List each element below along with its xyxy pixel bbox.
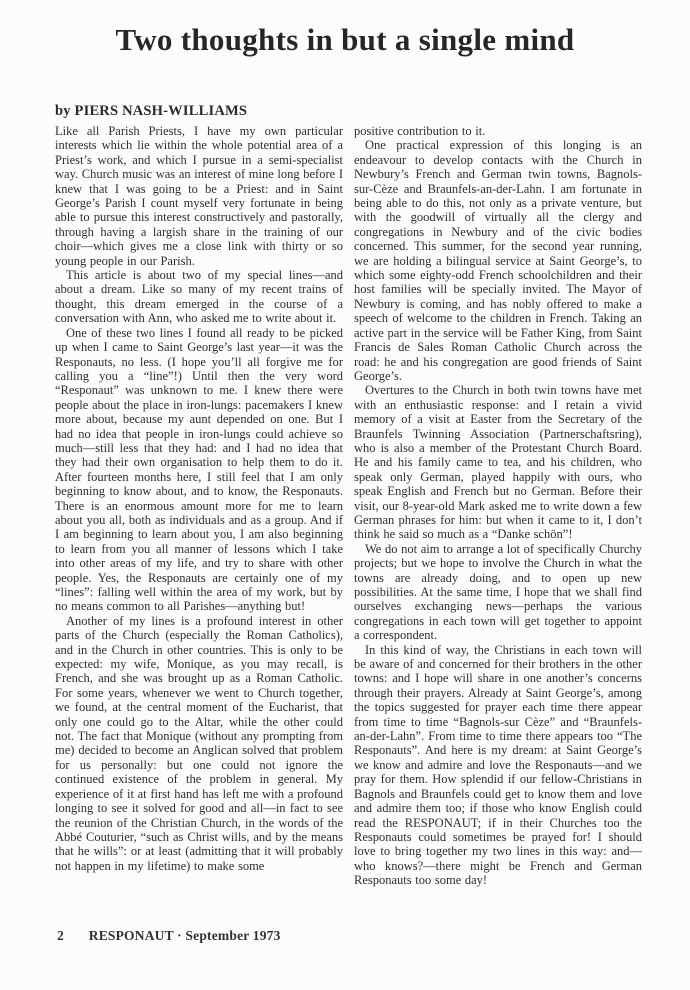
paragraph: In this kind of way, the Christians in each town will be aware of and concerned for their brothers in the other towns: and I hope will share in one another’s concerns through their prayers. Already at Saint George’s, among the topics suggested for prayer each time there appear from time to time “Bagnols-sur Cèze” and “Braunfels-an-der-Lahn”. From time to time there appears too “The Responauts”. And here is my dream: at Saint George’s we know and admire and love the Responauts—and we pray for them. How splendid if our fellow-Christians in Bagnols and Braunfels could get to know them and love and admire them too; if those who know English could read the RESPONAUT; if in their Churches too the Responauts could sometimes be prayed for! I should love to bring together my two lines in this way: and—who knows?—there might be French and German Responauts too some day! [354,642,642,888]
page-footer [57,928,281,944]
paragraph: Another of my lines is a profound interest in other parts of the Church (especially the Roman Catholics), and in the Church in other countries. This is only to be expected: my wife, Monique, as you may recall, is French, and she was brought up as a Roman Catholic. For some years, whenever we went to Church together, we found, at the central moment of the Eucharist, that only one could go to the Altar, while the other could not. The fact that Monique (without any prompting from me) decided to become an Anglican solved that problem for us personally: but one could not ignore the continued existence of the problem in general. My experience of it at first hand has left me with a profound longing to see it solved for good and all—in fact to see the reunion of the Christian Church, in the words of the Abbé Couturier, “such as Christ wills, and by the means that he wills”: or at least (admitting that it will probably not happen in my lifetime) to make some [55,613,343,873]
publication-info: RESPONAUT · September 1973 [88,928,281,943]
paragraph: One of these two lines I found all ready to be picked up when I came to Saint George’s last year—it was the Responauts, no less. (I hope you’ll all forgive me for calling you a “line”!) Until then the very word “Responaut” was unknown to me. I knew there were people about the place in iron-lungs: pacemakers I knew more about, because my aunt depended on one. But I had no idea that people in iron-lungs could achieve so much—still less that they had: and I had no idea that they had their own organisation to help them to do it. After fourteen months here, I still feel that I am only beginning to know about, and to know, the Responauts. There is an enormous amount more for me to learn about you all, both as individuals and as a group. And if I am beginning to learn about you, I am also beginning to learn from you all manner of lessons which I take into other areas of my life, and try to share with other people. Yes, the Responauts are certainly one of my “lines”: falling well within the area of my work, but by no means common to all Parishes—anything but! [55,325,343,614]
paragraph: positive contribution to it. [354,124,486,138]
paragraph: Overtures to the Church in both twin towns have met with an enthusiastic response: and I retain a vivid memory of a visit at Easter from the Secretary of the Braunfels Twinning Association (Partnerschaftsring), who is also a member of the Protestant Church Board. He and his family came to tea, and his children, who speak only German, played happily with ours, who speak English and French but no German. Before their visit, our 8-year-old Mark asked me to write down a few German phrases for him: but when it came to it, I don’t think he said so much as a “Danke schön”! [354,383,642,542]
paragraph: We do not aim to arrange a lot of specifically Churchy projects; but we hope to involve the Church in what the towns are already doing, and to open up new possibilities. At the same time, I hope that we shall find ourselves exchanging news—perhaps the various congregations in each town will get together to appoint a correspondent. [354,541,642,643]
byline: by PIERS NASH-WILLIAMS [55,103,248,119]
article-body [55,124,641,888]
paragraph: One practical expression of this longing is an endeavour to develop contacts with the Church in Newbury’s French and German twin towns, Bagnols-sur-Cèze and Braunfels-an-der-Lahn. I am fortunate in being able to do this, not only as a private venture, but with the goodwill of virtually all the clergy and congregations in Newbury and of the civic bodies concerned. This summer, for the second year running, we are holding a bilingual service at Saint George’s, to which some eighty-odd French schoolchildren and their host families will be specially invited. The Mayor of Newbury is coming, and has nobly offered to make a speech of welcome to the children in French. Taking an active part in the service will be Father King, from Saint Francis de Sales Roman Catholic Church across the road: he and his congregation are good friends of Saint George’s. [354,138,642,383]
article-title: Two thoughts in but a single mind [115,22,575,57]
column-left [55,124,343,888]
page-number: 2 [57,928,64,943]
column-right [354,124,642,888]
paragraph: This article is about two of my special lines—and about a dream. Like so many of my recent trains of thought, this dream emerged in the course of a conversation with Ann, who asked me to write about it. [55,268,343,326]
paragraph: Like all Parish Priests, I have my own particular interests which lie within the whole potential area of a Priest’s work, and which I pursue in a semi-specialist way. Church music was an interest of mine long before I knew that I was going to be a Priest: and in Saint George’s Parish I count myself very fortunate in being able to pursue this interest constructively and pastorally, through having a largish share in the training of our choir—which gives me a close link with thirty or so young people in our Parish. [55,124,343,268]
